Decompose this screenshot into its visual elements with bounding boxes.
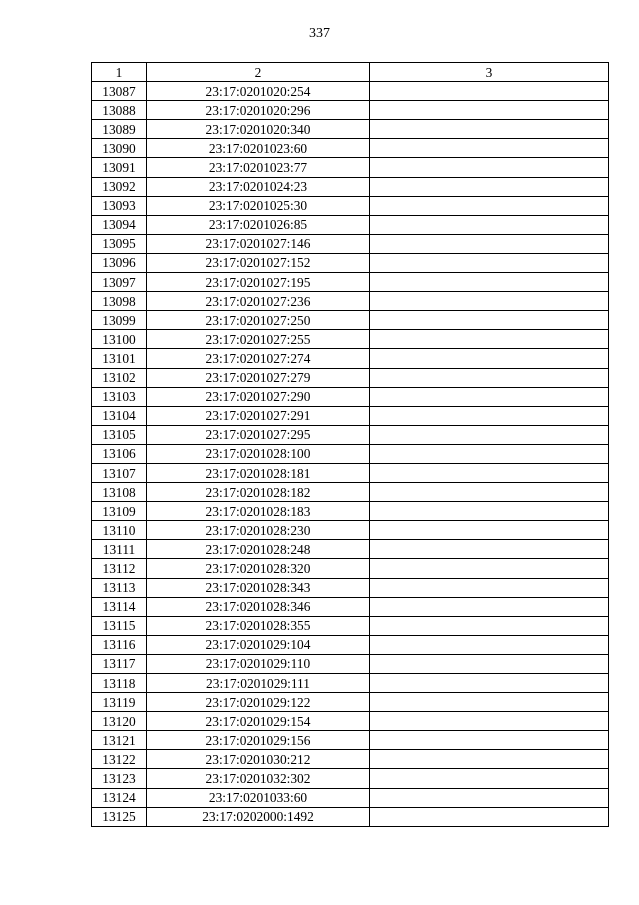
table-row [92, 196, 609, 215]
table-cell-col-1: 13114 [92, 597, 147, 616]
table-cell-col-1: 13107 [92, 463, 147, 482]
table-row [92, 101, 609, 120]
table-row [92, 674, 609, 693]
table-cell-col-1: 13120 [92, 712, 147, 731]
table-cell-col-1: 13102 [92, 368, 147, 387]
table-row [92, 597, 609, 616]
table-row [92, 463, 609, 482]
table-cell-col-2: 23:17:0201029:104 [147, 635, 370, 654]
table-cell-col-3 [370, 406, 609, 425]
table-cell-col-1: 13098 [92, 292, 147, 311]
table-cell-col-2: 23:17:0201027:291 [147, 406, 370, 425]
table-cell-col-3 [370, 483, 609, 502]
table-row [92, 177, 609, 196]
table-cell-col-3 [370, 750, 609, 769]
table-row [92, 215, 609, 234]
table-cell-col-3 [370, 292, 609, 311]
table-cell-col-1: 13124 [92, 788, 147, 807]
table-cell-col-3 [370, 368, 609, 387]
table-cell-col-3 [370, 521, 609, 540]
table-cell-col-2: 23:17:0201025:30 [147, 196, 370, 215]
table-cell-col-1: 13121 [92, 731, 147, 750]
table-row [92, 425, 609, 444]
table-row [92, 82, 609, 101]
table-cell-col-1: 13092 [92, 177, 147, 196]
data-table [91, 62, 609, 827]
table-cell-col-2: 23:17:0201027:236 [147, 292, 370, 311]
table-cell-col-1: 13119 [92, 693, 147, 712]
page-number: 337 [309, 26, 330, 41]
table-cell-col-3 [370, 444, 609, 463]
table-cell-col-3 [370, 158, 609, 177]
table-row [92, 311, 609, 330]
table-cell-col-3 [370, 273, 609, 292]
table-cell-col-2: 23:17:0201027:274 [147, 349, 370, 368]
table-row [92, 483, 609, 502]
table-cell-col-2: 23:17:0201033:60 [147, 788, 370, 807]
table-cell-col-2: 23:17:0201027:279 [147, 368, 370, 387]
table-cell-col-2: 23:17:0201028:248 [147, 540, 370, 559]
table-cell-col-2: 23:17:0201029:156 [147, 731, 370, 750]
table-cell-col-3 [370, 463, 609, 482]
table-cell-col-2: 23:17:0201027:295 [147, 425, 370, 444]
table-cell-col-1: 13111 [92, 540, 147, 559]
table-row [92, 368, 609, 387]
table-row [92, 750, 609, 769]
table-row [92, 502, 609, 521]
table-row [92, 139, 609, 158]
table-row [92, 540, 609, 559]
table-cell-col-1: 13109 [92, 502, 147, 521]
table-cell-col-2: 23:17:0201024:23 [147, 177, 370, 196]
table-cell-col-1: 13104 [92, 406, 147, 425]
table-cell-col-2: 23:17:0201020:254 [147, 82, 370, 101]
table-cell-col-2: 23:17:0201027:290 [147, 387, 370, 406]
table-cell-col-3 [370, 731, 609, 750]
table-row [92, 788, 609, 807]
table-row [92, 712, 609, 731]
table-cell-col-1: 13110 [92, 521, 147, 540]
table-cell-col-2: 23:17:0201027:255 [147, 330, 370, 349]
table-row [92, 120, 609, 139]
table-cell-col-3 [370, 82, 609, 101]
column-header-1: 1 [92, 63, 147, 82]
table-row [92, 635, 609, 654]
table-cell-col-3 [370, 311, 609, 330]
table-cell-col-3 [370, 425, 609, 444]
table-cell-col-3 [370, 674, 609, 693]
table-cell-col-1: 13108 [92, 483, 147, 502]
column-header-3: 3 [370, 63, 609, 82]
table-cell-col-1: 13101 [92, 349, 147, 368]
table-row [92, 731, 609, 750]
table-row [92, 654, 609, 673]
table-cell-col-1: 13099 [92, 311, 147, 330]
table-cell-col-1: 13094 [92, 215, 147, 234]
table-row [92, 559, 609, 578]
table-cell-col-3 [370, 597, 609, 616]
table-cell-col-2: 23:17:0201029:154 [147, 712, 370, 731]
table-cell-col-2: 23:17:0201028:230 [147, 521, 370, 540]
table-cell-col-2: 23:17:0201028:320 [147, 559, 370, 578]
table-cell-col-1: 13125 [92, 807, 147, 826]
table-cell-col-1: 13115 [92, 616, 147, 635]
table-cell-col-1: 13100 [92, 330, 147, 349]
table-cell-col-3 [370, 330, 609, 349]
table-cell-col-2: 23:17:0201029:111 [147, 674, 370, 693]
table-cell-col-3 [370, 120, 609, 139]
table-cell-col-1: 13096 [92, 253, 147, 272]
table-cell-col-2: 23:17:0201027:195 [147, 273, 370, 292]
table-cell-col-3 [370, 769, 609, 788]
table-cell-col-1: 13123 [92, 769, 147, 788]
table-cell-col-3 [370, 502, 609, 521]
table-cell-col-2: 23:17:0201029:122 [147, 693, 370, 712]
table-cell-col-2: 23:17:0201023:60 [147, 139, 370, 158]
table-cell-col-3 [370, 177, 609, 196]
table-cell-col-1: 13095 [92, 234, 147, 253]
table-cell-col-3 [370, 807, 609, 826]
table-cell-col-2: 23:17:0202000:1492 [147, 807, 370, 826]
table-cell-col-3 [370, 693, 609, 712]
column-header-2: 2 [147, 63, 370, 82]
table-cell-col-1: 13087 [92, 82, 147, 101]
table-cell-col-1: 13116 [92, 635, 147, 654]
table-cell-col-1: 13118 [92, 674, 147, 693]
table-cell-col-3 [370, 196, 609, 215]
table-row [92, 406, 609, 425]
table-cell-col-3 [370, 253, 609, 272]
table-row [92, 330, 609, 349]
table-cell-col-2: 23:17:0201027:152 [147, 253, 370, 272]
table-cell-col-3 [370, 349, 609, 368]
table-cell-col-3 [370, 559, 609, 578]
table-cell-col-2: 23:17:0201028:100 [147, 444, 370, 463]
table-cell-col-2: 23:17:0201030:212 [147, 750, 370, 769]
table-cell-col-2: 23:17:0201028:343 [147, 578, 370, 597]
table-cell-col-2: 23:17:0201028:183 [147, 502, 370, 521]
table-cell-col-3 [370, 654, 609, 673]
table-row [92, 234, 609, 253]
table-cell-col-1: 13113 [92, 578, 147, 597]
table-cell-col-1: 13112 [92, 559, 147, 578]
table-cell-col-3 [370, 578, 609, 597]
table-cell-col-3 [370, 215, 609, 234]
table-cell-col-3 [370, 234, 609, 253]
table-cell-col-1: 13089 [92, 120, 147, 139]
table-cell-col-1: 13122 [92, 750, 147, 769]
table-cell-col-3 [370, 101, 609, 120]
table-body [92, 82, 609, 827]
table-cell-col-3 [370, 387, 609, 406]
table-cell-col-2: 23:17:0201028:181 [147, 463, 370, 482]
table-cell-col-1: 13088 [92, 101, 147, 120]
table-cell-col-2: 23:17:0201020:296 [147, 101, 370, 120]
table-cell-col-2: 23:17:0201023:77 [147, 158, 370, 177]
table-header-row [92, 63, 609, 82]
table-row [92, 349, 609, 368]
table-cell-col-2: 23:17:0201027:250 [147, 311, 370, 330]
table-cell-col-3 [370, 616, 609, 635]
table-cell-col-1: 13093 [92, 196, 147, 215]
table-row [92, 387, 609, 406]
table-cell-col-1: 13090 [92, 139, 147, 158]
table-cell-col-2: 23:17:0201028:355 [147, 616, 370, 635]
table-cell-col-2: 23:17:0201032:302 [147, 769, 370, 788]
table-row [92, 616, 609, 635]
table-row [92, 521, 609, 540]
table-row [92, 158, 609, 177]
table-cell-col-3 [370, 540, 609, 559]
table-row [92, 292, 609, 311]
table-row [92, 807, 609, 826]
table-cell-col-2: 23:17:0201020:340 [147, 120, 370, 139]
table-cell-col-2: 23:17:0201028:346 [147, 597, 370, 616]
table-cell-col-1: 13103 [92, 387, 147, 406]
table-row [92, 769, 609, 788]
table-cell-col-3 [370, 788, 609, 807]
table-cell-col-2: 23:17:0201028:182 [147, 483, 370, 502]
table-cell-col-3 [370, 712, 609, 731]
table-cell-col-2: 23:17:0201027:146 [147, 234, 370, 253]
table-row [92, 693, 609, 712]
table-row [92, 253, 609, 272]
table-cell-col-3 [370, 635, 609, 654]
table-cell-col-1: 13106 [92, 444, 147, 463]
table-cell-col-1: 13117 [92, 654, 147, 673]
table-row [92, 578, 609, 597]
table-cell-col-3 [370, 139, 609, 158]
table-row [92, 273, 609, 292]
table-cell-col-2: 23:17:0201029:110 [147, 654, 370, 673]
table-cell-col-1: 13105 [92, 425, 147, 444]
table-row [92, 444, 609, 463]
table-cell-col-1: 13091 [92, 158, 147, 177]
table-cell-col-2: 23:17:0201026:85 [147, 215, 370, 234]
table-cell-col-1: 13097 [92, 273, 147, 292]
